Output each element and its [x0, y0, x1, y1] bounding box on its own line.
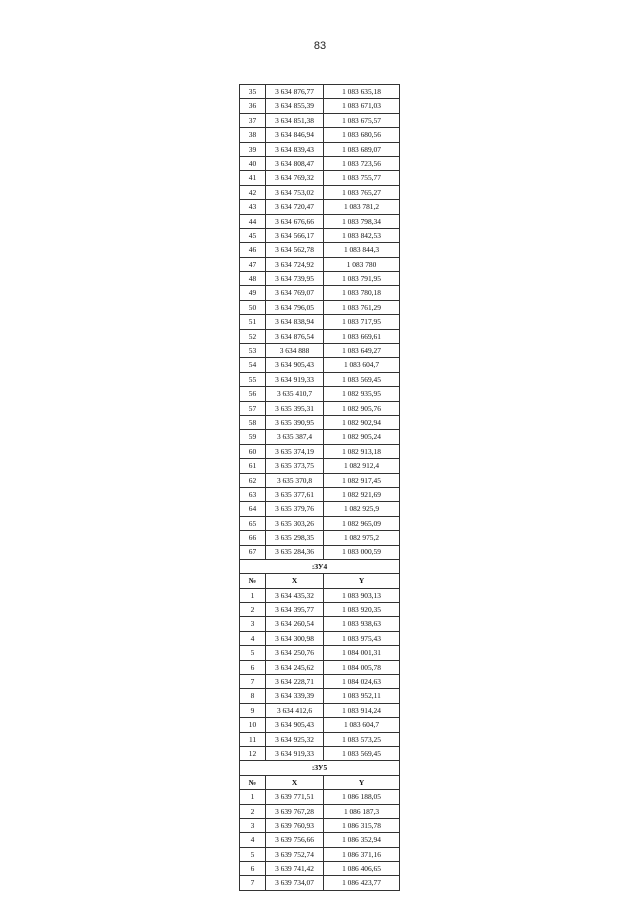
point-number-cell: 49: [240, 286, 266, 300]
table-row: [240, 732, 400, 746]
x-coordinate-cell: 3 634 905,43: [266, 718, 324, 732]
table-row: [240, 315, 400, 329]
x-coordinate-cell: 3 635 379,76: [266, 502, 324, 516]
y-coordinate-cell: 1 083 717,95: [324, 315, 400, 329]
x-coordinate-cell: 3 634 250,76: [266, 646, 324, 660]
point-number-cell: 7: [240, 876, 266, 890]
y-coordinate-cell: 1 082 902,94: [324, 415, 400, 429]
column-header: Y: [324, 574, 400, 588]
x-coordinate-cell: 3 639 760,93: [266, 818, 324, 832]
point-number-cell: 43: [240, 200, 266, 214]
point-number-cell: 66: [240, 531, 266, 545]
point-number-cell: 6: [240, 862, 266, 876]
table-row: [240, 646, 400, 660]
point-number-cell: 65: [240, 516, 266, 530]
table-row: [240, 372, 400, 386]
point-number-cell: 2: [240, 804, 266, 818]
x-coordinate-cell: 3 635 374,19: [266, 444, 324, 458]
x-coordinate-cell: 3 634 839,43: [266, 142, 324, 156]
y-coordinate-cell: 1 083 938,63: [324, 617, 400, 631]
x-coordinate-cell: 3 634 724,92: [266, 257, 324, 271]
table-row: [240, 85, 400, 99]
x-coordinate-cell: 3 635 395,31: [266, 401, 324, 415]
column-header: №: [240, 775, 266, 789]
y-coordinate-cell: 1 083 780: [324, 257, 400, 271]
point-number-cell: 35: [240, 85, 266, 99]
section-title-row: [240, 559, 400, 573]
section-title-row: [240, 761, 400, 775]
y-coordinate-cell: 1 084 024,63: [324, 675, 400, 689]
column-header: №: [240, 574, 266, 588]
y-coordinate-cell: 1 082 935,95: [324, 387, 400, 401]
y-coordinate-cell: 1 084 005,78: [324, 660, 400, 674]
point-number-cell: 37: [240, 113, 266, 127]
table-row: [240, 300, 400, 314]
y-coordinate-cell: 1 083 569,45: [324, 746, 400, 760]
point-number-cell: 4: [240, 631, 266, 645]
y-coordinate-cell: 1 086 423,77: [324, 876, 400, 890]
table-row: [240, 603, 400, 617]
table-row: [240, 703, 400, 717]
y-coordinate-cell: 1 086 315,78: [324, 818, 400, 832]
table-row: [240, 862, 400, 876]
x-coordinate-cell: 3 635 390,95: [266, 415, 324, 429]
y-coordinate-cell: 1 082 965,09: [324, 516, 400, 530]
y-coordinate-cell: 1 083 573,25: [324, 732, 400, 746]
point-number-cell: 1: [240, 790, 266, 804]
column-header: X: [266, 574, 324, 588]
point-number-cell: 58: [240, 415, 266, 429]
table-row: [240, 344, 400, 358]
x-coordinate-cell: 3 634 566,17: [266, 228, 324, 242]
y-coordinate-cell: 1 083 914,24: [324, 703, 400, 717]
y-coordinate-cell: 1 083 781,2: [324, 200, 400, 214]
y-coordinate-cell: 1 083 791,95: [324, 272, 400, 286]
table-row: [240, 473, 400, 487]
x-coordinate-cell: 3 634 876,77: [266, 85, 324, 99]
y-coordinate-cell: 1 083 669,61: [324, 329, 400, 343]
point-number-cell: 59: [240, 430, 266, 444]
point-number-cell: 64: [240, 502, 266, 516]
point-number-cell: 40: [240, 156, 266, 170]
point-number-cell: 10: [240, 718, 266, 732]
x-coordinate-cell: 3 634 739,95: [266, 272, 324, 286]
y-coordinate-cell: 1 083 671,03: [324, 99, 400, 113]
table-row: [240, 746, 400, 760]
table-row: [240, 502, 400, 516]
point-number-cell: 51: [240, 315, 266, 329]
header-row: [240, 574, 400, 588]
point-number-cell: 42: [240, 185, 266, 199]
point-number-cell: 9: [240, 703, 266, 717]
table-row: [240, 401, 400, 415]
point-number-cell: 57: [240, 401, 266, 415]
x-coordinate-cell: 3 635 377,61: [266, 487, 324, 501]
x-coordinate-cell: 3 639 741,42: [266, 862, 324, 876]
table-row: [240, 516, 400, 530]
y-coordinate-cell: 1 083 798,34: [324, 214, 400, 228]
point-number-cell: 67: [240, 545, 266, 559]
point-number-cell: 46: [240, 243, 266, 257]
point-number-cell: 60: [240, 444, 266, 458]
point-number-cell: 53: [240, 344, 266, 358]
table-row: [240, 804, 400, 818]
table-row: [240, 171, 400, 185]
table-row: [240, 818, 400, 832]
page-number: 83: [313, 40, 327, 52]
point-number-cell: 36: [240, 99, 266, 113]
x-coordinate-cell: 3 634 720,47: [266, 200, 324, 214]
point-number-cell: 2: [240, 603, 266, 617]
table-row: [240, 329, 400, 343]
x-coordinate-cell: 3 634 919,33: [266, 372, 324, 386]
y-coordinate-cell: 1 083 675,57: [324, 113, 400, 127]
table-row: [240, 358, 400, 372]
x-coordinate-cell: 3 634 435,32: [266, 588, 324, 602]
section-title: :ЗУ4: [240, 559, 400, 573]
y-coordinate-cell: 1 083 780,18: [324, 286, 400, 300]
x-coordinate-cell: 3 639 752,74: [266, 847, 324, 861]
x-coordinate-cell: 3 634 808,47: [266, 156, 324, 170]
table-row: [240, 415, 400, 429]
y-coordinate-cell: 1 082 913,18: [324, 444, 400, 458]
x-coordinate-cell: 3 634 925,32: [266, 732, 324, 746]
y-coordinate-cell: 1 083 755,77: [324, 171, 400, 185]
point-number-cell: 38: [240, 128, 266, 142]
table-row: [240, 128, 400, 142]
x-coordinate-cell: 3 634 753,02: [266, 185, 324, 199]
table-row: [240, 876, 400, 890]
x-coordinate-cell: 3 635 370,8: [266, 473, 324, 487]
y-coordinate-cell: 1 083 680,56: [324, 128, 400, 142]
x-coordinate-cell: 3 634 228,71: [266, 675, 324, 689]
point-number-cell: 8: [240, 689, 266, 703]
point-number-cell: 50: [240, 300, 266, 314]
point-number-cell: 39: [240, 142, 266, 156]
table-row: [240, 718, 400, 732]
point-number-cell: 5: [240, 646, 266, 660]
point-number-cell: 48: [240, 272, 266, 286]
column-header: Y: [324, 775, 400, 789]
y-coordinate-cell: 1 082 917,45: [324, 473, 400, 487]
x-coordinate-cell: 3 635 373,75: [266, 459, 324, 473]
x-coordinate-cell: 3 634 838,94: [266, 315, 324, 329]
table-row: [240, 617, 400, 631]
coordinates-table-body: [240, 85, 400, 891]
y-coordinate-cell: 1 084 001,31: [324, 646, 400, 660]
table-row: [240, 833, 400, 847]
point-number-cell: 3: [240, 818, 266, 832]
y-coordinate-cell: 1 083 604,7: [324, 358, 400, 372]
table-row: [240, 487, 400, 501]
table-row: [240, 444, 400, 458]
x-coordinate-cell: 3 634 339,39: [266, 689, 324, 703]
table-row: [240, 531, 400, 545]
x-coordinate-cell: 3 634 395,77: [266, 603, 324, 617]
y-coordinate-cell: 1 086 188,05: [324, 790, 400, 804]
point-number-cell: 62: [240, 473, 266, 487]
point-number-cell: 54: [240, 358, 266, 372]
y-coordinate-cell: 1 086 352,94: [324, 833, 400, 847]
table-row: [240, 286, 400, 300]
point-number-cell: 45: [240, 228, 266, 242]
y-coordinate-cell: 1 083 569,45: [324, 372, 400, 386]
x-coordinate-cell: 3 634 851,38: [266, 113, 324, 127]
x-coordinate-cell: 3 634 846,94: [266, 128, 324, 142]
x-coordinate-cell: 3 634 676,66: [266, 214, 324, 228]
y-coordinate-cell: 1 083 765,27: [324, 185, 400, 199]
x-coordinate-cell: 3 639 771,51: [266, 790, 324, 804]
y-coordinate-cell: 1 083 604,7: [324, 718, 400, 732]
section-title: :ЗУ5: [240, 761, 400, 775]
y-coordinate-cell: 1 083 689,07: [324, 142, 400, 156]
x-coordinate-cell: 3 634 260,54: [266, 617, 324, 631]
y-coordinate-cell: 1 086 406,65: [324, 862, 400, 876]
table-row: [240, 99, 400, 113]
point-number-cell: 11: [240, 732, 266, 746]
y-coordinate-cell: 1 083 842,53: [324, 228, 400, 242]
y-coordinate-cell: 1 083 761,29: [324, 300, 400, 314]
point-number-cell: 6: [240, 660, 266, 674]
y-coordinate-cell: 1 083 844,3: [324, 243, 400, 257]
x-coordinate-cell: 3 639 756,66: [266, 833, 324, 847]
table-row: [240, 631, 400, 645]
table-row: [240, 689, 400, 703]
table-row: [240, 113, 400, 127]
point-number-cell: 52: [240, 329, 266, 343]
y-coordinate-cell: 1 083 952,11: [324, 689, 400, 703]
x-coordinate-cell: 3 635 284,36: [266, 545, 324, 559]
coordinates-table: [239, 84, 400, 891]
table-row: [240, 660, 400, 674]
table-row: [240, 200, 400, 214]
y-coordinate-cell: 1 082 905,24: [324, 430, 400, 444]
table-row: [240, 243, 400, 257]
point-number-cell: 47: [240, 257, 266, 271]
point-number-cell: 44: [240, 214, 266, 228]
point-number-cell: 12: [240, 746, 266, 760]
point-number-cell: 5: [240, 847, 266, 861]
table-row: [240, 185, 400, 199]
point-number-cell: 1: [240, 588, 266, 602]
y-coordinate-cell: 1 082 925,9: [324, 502, 400, 516]
point-number-cell: 63: [240, 487, 266, 501]
y-coordinate-cell: 1 082 912,4: [324, 459, 400, 473]
y-coordinate-cell: 1 082 921,69: [324, 487, 400, 501]
point-number-cell: 55: [240, 372, 266, 386]
x-coordinate-cell: 3 634 245,62: [266, 660, 324, 674]
point-number-cell: 4: [240, 833, 266, 847]
point-number-cell: 3: [240, 617, 266, 631]
table-row: [240, 272, 400, 286]
y-coordinate-cell: 1 083 649,27: [324, 344, 400, 358]
x-coordinate-cell: 3 634 855,39: [266, 99, 324, 113]
table-row: [240, 847, 400, 861]
point-number-cell: 56: [240, 387, 266, 401]
x-coordinate-cell: 3 635 387,4: [266, 430, 324, 444]
x-coordinate-cell: 3 634 876,54: [266, 329, 324, 343]
table-row: [240, 790, 400, 804]
x-coordinate-cell: 3 634 412,6: [266, 703, 324, 717]
y-coordinate-cell: 1 083 975,43: [324, 631, 400, 645]
x-coordinate-cell: 3 634 905,43: [266, 358, 324, 372]
y-coordinate-cell: 1 086 371,16: [324, 847, 400, 861]
x-coordinate-cell: 3 634 888: [266, 344, 324, 358]
table-row: [240, 588, 400, 602]
x-coordinate-cell: 3 639 734,07: [266, 876, 324, 890]
table-row: [240, 214, 400, 228]
y-coordinate-cell: 1 083 723,56: [324, 156, 400, 170]
table-row: [240, 142, 400, 156]
y-coordinate-cell: 1 083 000,59: [324, 545, 400, 559]
header-row: [240, 775, 400, 789]
table-row: [240, 459, 400, 473]
table-row: [240, 228, 400, 242]
x-coordinate-cell: 3 635 410,7: [266, 387, 324, 401]
y-coordinate-cell: 1 082 905,76: [324, 401, 400, 415]
x-coordinate-cell: 3 635 303,26: [266, 516, 324, 530]
point-number-cell: 7: [240, 675, 266, 689]
x-coordinate-cell: 3 639 767,28: [266, 804, 324, 818]
column-header: X: [266, 775, 324, 789]
x-coordinate-cell: 3 634 300,98: [266, 631, 324, 645]
x-coordinate-cell: 3 635 298,35: [266, 531, 324, 545]
x-coordinate-cell: 3 634 796,05: [266, 300, 324, 314]
table-row: [240, 545, 400, 559]
y-coordinate-cell: 1 083 903,13: [324, 588, 400, 602]
x-coordinate-cell: 3 634 562,78: [266, 243, 324, 257]
x-coordinate-cell: 3 634 919,33: [266, 746, 324, 760]
table-row: [240, 156, 400, 170]
y-coordinate-cell: 1 083 635,18: [324, 85, 400, 99]
point-number-cell: 61: [240, 459, 266, 473]
table-row: [240, 430, 400, 444]
point-number-cell: 41: [240, 171, 266, 185]
table-row: [240, 675, 400, 689]
x-coordinate-cell: 3 634 769,07: [266, 286, 324, 300]
y-coordinate-cell: 1 082 975,2: [324, 531, 400, 545]
y-coordinate-cell: 1 086 187,3: [324, 804, 400, 818]
table-row: [240, 387, 400, 401]
y-coordinate-cell: 1 083 920,35: [324, 603, 400, 617]
x-coordinate-cell: 3 634 769,32: [266, 171, 324, 185]
table-row: [240, 257, 400, 271]
